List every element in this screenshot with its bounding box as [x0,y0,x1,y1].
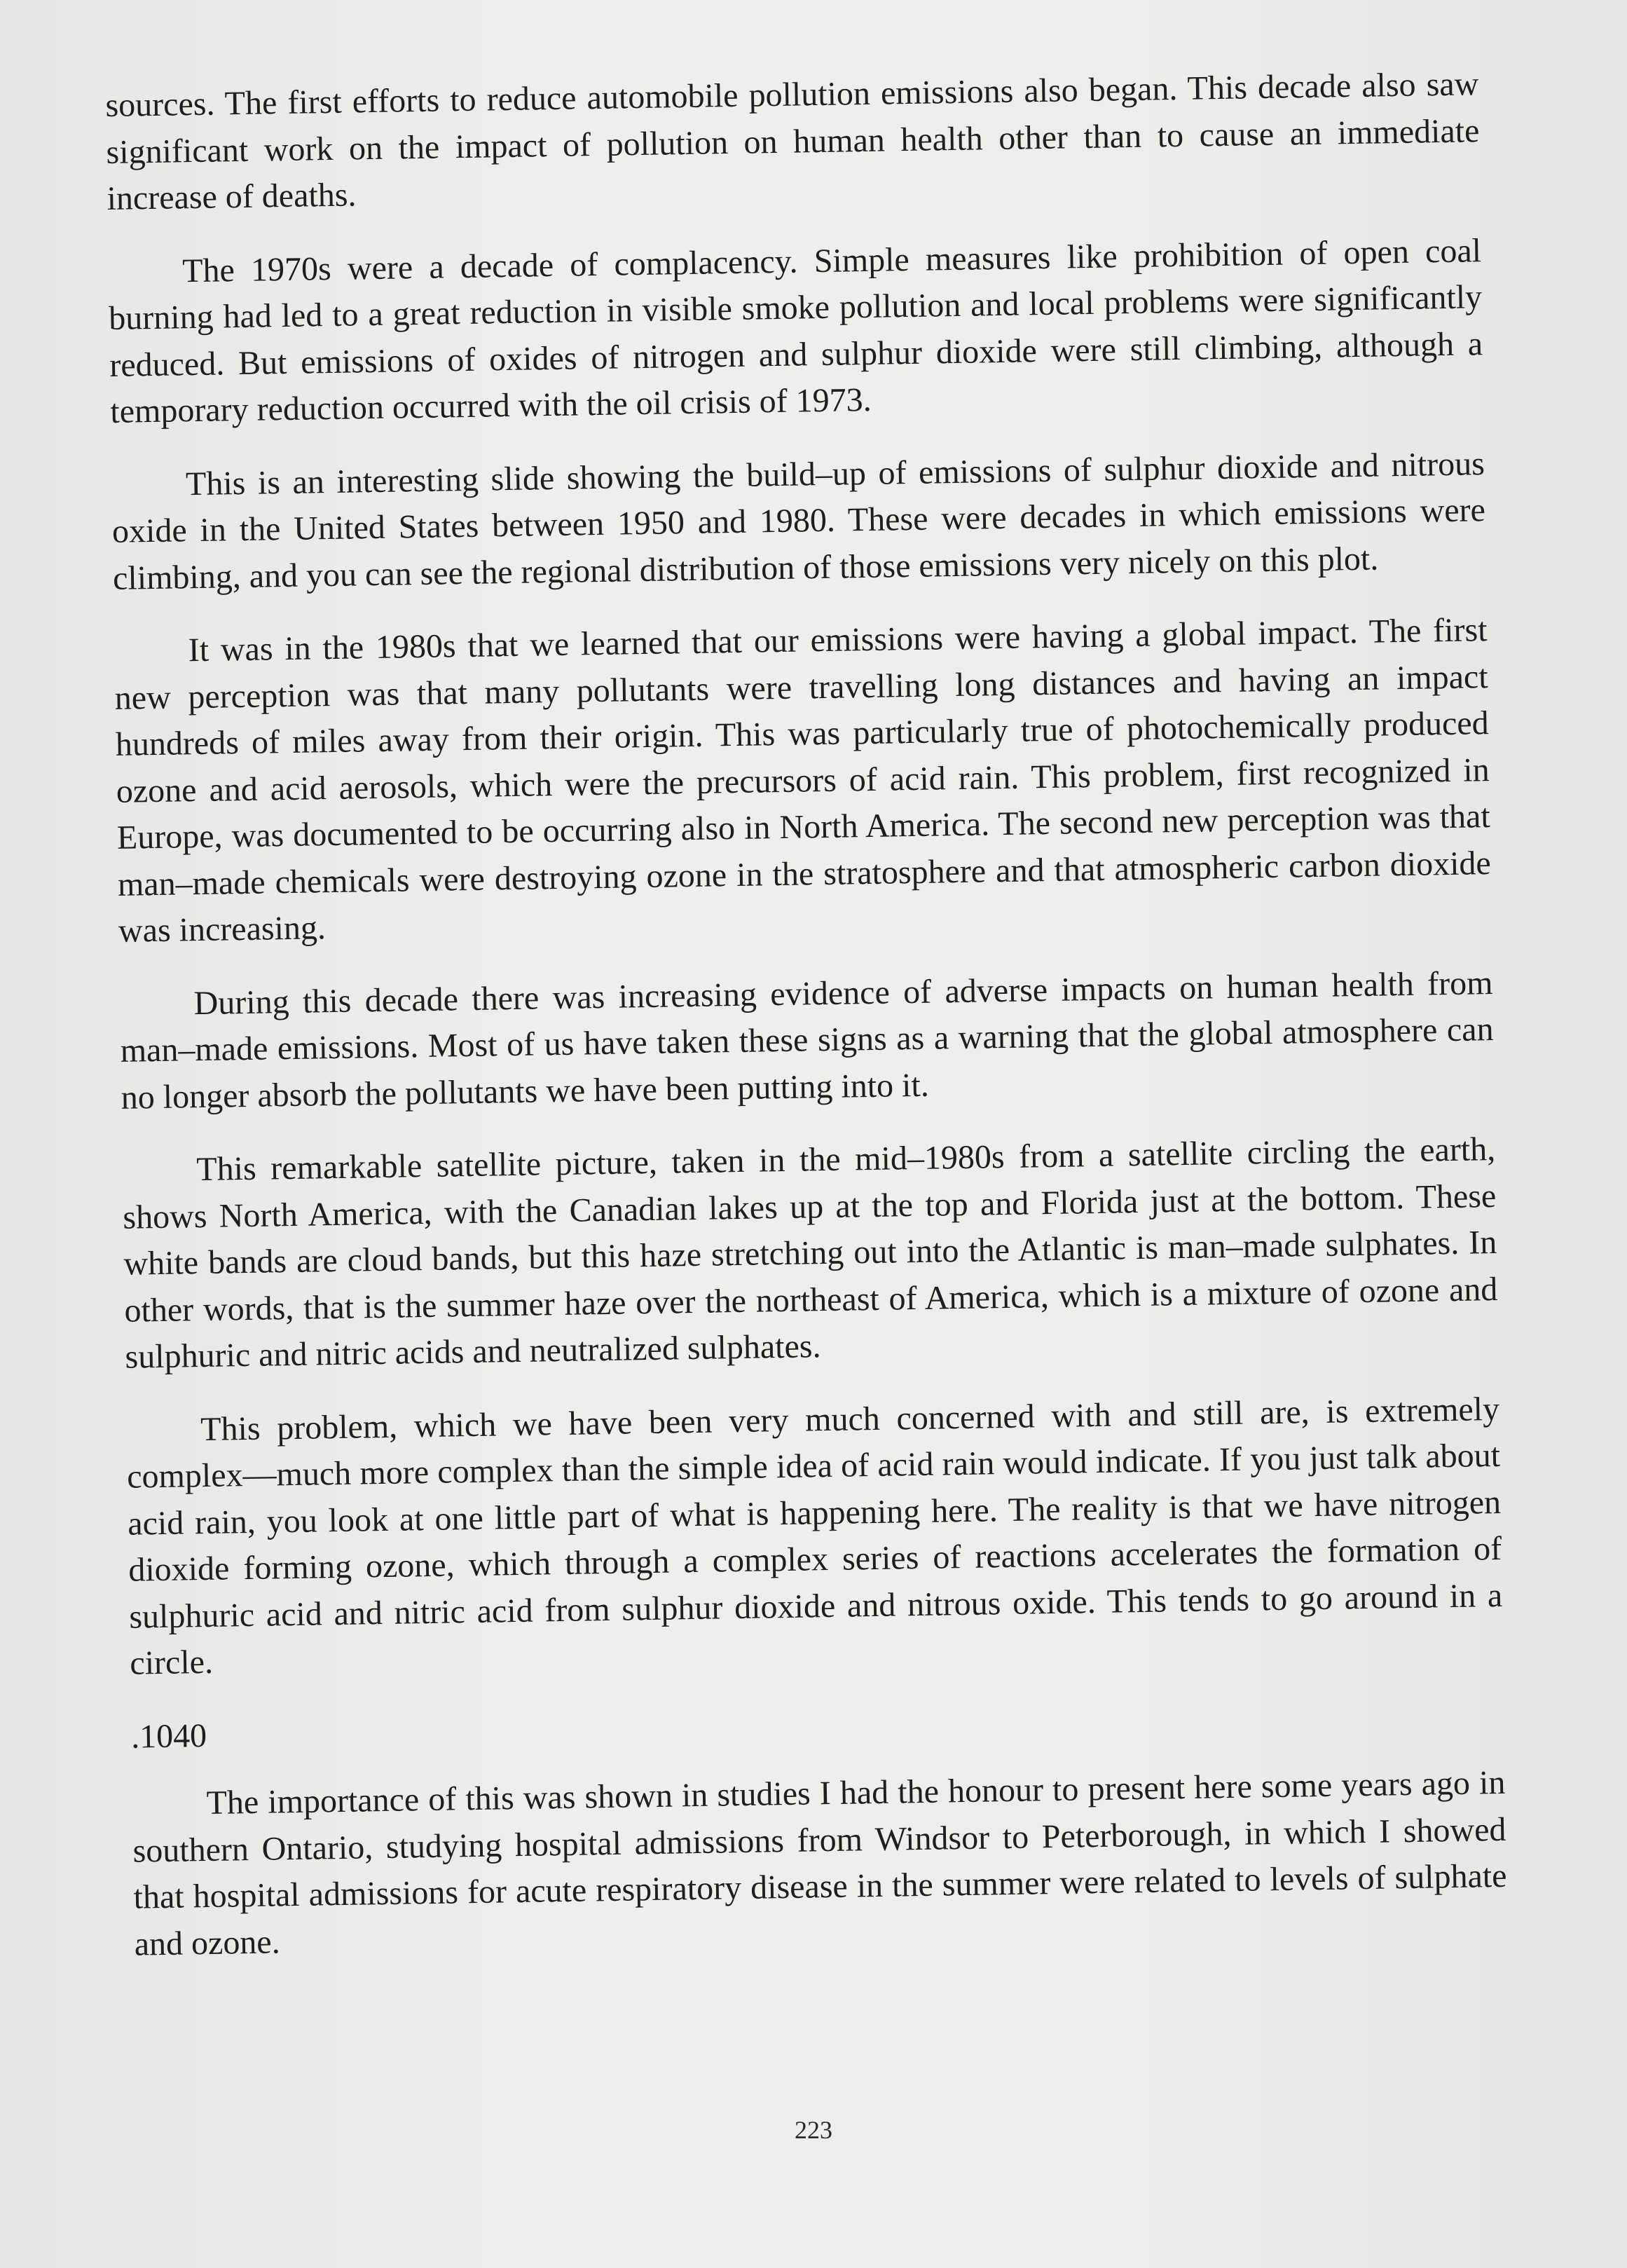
page-number: 223 [795,2116,832,2144]
paragraph-5: During this decade there was increasing evidence of adverse impacts on human health from man–made emissions. Most of us have taken these signs as a warning that the global atmosphere can no longer absorb the pollutants we have been putting into it. [120,964,1494,1116]
paragraph-8: The importance of this was shown in studies I had the honour to present here some years ago in southern Ontario, studying hospital admissions from Windsor to Peterborough, in which I showed that hospital admissions for acute respiratory disease in the summer were related to levels of sulphate and ozone. [132,1763,1507,1963]
body-text [105,61,1509,1994]
reference-number: .1040 [130,1716,207,1756]
paragraph-6: This remarkable satellite picture, taken in the mid–1980s from a satellite circling the earth, shows North America, with the Canadian lakes up at the top and Florida just at the bottom. These white bands are cloud bands, but this haze stretching out into the Atlantic is man–made sulphates. In other words, that is the summer haze over the northeast of America, which is a mixture of ozone and sulphuric and nitric acids and neutralized sulphates. [123,1130,1498,1376]
paragraph-2: The 1970s were a decade of complacency. Simple measures like prohibition of open coal burning had led to a great reduction in visible smoke pollution and local problems were significantly reduced. But emissions of oxides of nitrogen and sulphur dioxide were still climbing, although a temporary reduction occurred with the oil crisis of 1973. [108,231,1483,430]
paragraph-3: This is an interesting slide showing the build–up of emissions of sulphur dioxide and nitrous oxide in the United States between 1950 and 1980. These were decades in which emissions were climbing, and you can see the regional distribution of those emissions very nicely on this plot. [111,444,1486,597]
paragraph-7: This problem, which we have been very much concerned with and still are, is extremely complex—much more complex than the simple idea of acid rain would indicate. If you just talk about acid rain, you look at one little part of what is happening here. The reality is that we have nitrogen dioxide forming ozone, which through a complex series of reactions accelerates the formation of sulphuric acid and nitric acid from sulphur dioxide and nitrous oxide. This tends to go around in a circle. [126,1390,1503,1682]
paragraph-4: It was in the 1980s that we learned that our emissions were having a global impact. The first new perception was that many pollutants were travelling long distances and having an impact hundreds of miles away from their origin. This was particularly true of photochemically produced ozone and acid aerosols, which were the precursors of acid rain. This problem, first recognized in Europe, was documented to be occurring also in North America. The second new perception was that man–made chemicals were destroying ozone in the stratosphere and that atmospheric carbon dioxide was increasing. [114,611,1492,950]
paragraph-1: sources. The first efforts to reduce automobile pollution emissions also began. This decade also saw significant work on the impact of pollution on human health other than to cause an immediate increase of deaths. [105,65,1480,217]
